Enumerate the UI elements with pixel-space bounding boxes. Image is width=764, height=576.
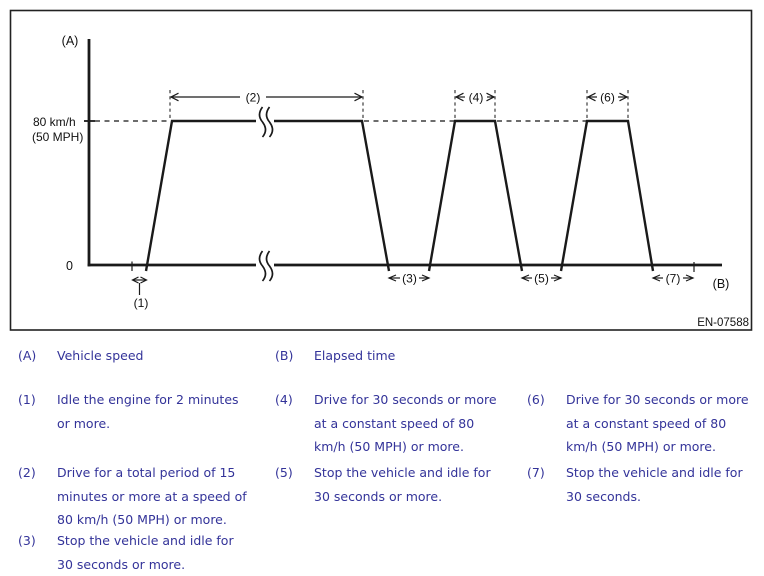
note-6-line-2: at a constant speed of 80	[566, 415, 727, 431]
dimension-5-label: (5)	[534, 271, 549, 286]
note-item-5	[275, 461, 491, 508]
note-2-number: (2)	[18, 465, 36, 480]
note-item-3	[18, 529, 234, 576]
note-4-number: (4)	[275, 392, 293, 407]
note-2-line-2: minutes or more at a speed of	[57, 488, 247, 504]
note-3-number: (3)	[18, 533, 36, 548]
note-item-4	[275, 388, 497, 459]
legend-a-number: (A)	[18, 348, 37, 363]
dimension-4-label: (4)	[468, 90, 484, 105]
note-4-line-1: Drive for 30 seconds or more	[314, 392, 497, 407]
note-3-line-1: Stop the vehicle and idle for	[57, 533, 234, 548]
note-item-1	[18, 388, 239, 435]
dimension-6-label: (6)	[600, 90, 615, 105]
speed-label-line2: (50 MPH)	[32, 130, 84, 144]
speed-label-line1: 80 km/h	[33, 115, 76, 129]
note-4-line-2: at a constant speed of 80	[314, 415, 475, 431]
x-axis-label: (B)	[712, 277, 730, 291]
note-7-line-2: 30 seconds.	[566, 488, 641, 504]
note-item-6	[527, 388, 749, 459]
note-1-line-1: Idle the engine for 2 minutes	[57, 392, 239, 407]
legend-item-a	[18, 344, 143, 368]
note-1-line-2: or more.	[57, 415, 111, 431]
dimension-7-label: (7)	[665, 271, 681, 286]
note-5-number: (5)	[275, 465, 293, 480]
legend-b-text: Elapsed time	[314, 348, 396, 363]
note-4-line-3: km/h (50 MPH) or more.	[314, 439, 464, 455]
figure-code: EN-07588	[697, 317, 749, 329]
note-7-line-1: Stop the vehicle and idle for	[566, 465, 743, 480]
note-2-line-3: 80 km/h (50 MPH) or more.	[57, 512, 227, 528]
dimension-1-label: (1)	[133, 296, 149, 310]
origin-label: 0	[66, 259, 73, 273]
note-5-line-1: Stop the vehicle and idle for	[314, 465, 491, 480]
note-1-number: (1)	[18, 392, 36, 407]
note-7-number: (7)	[527, 465, 545, 480]
note-6-number: (6)	[527, 392, 545, 407]
note-6-line-1: Drive for 30 seconds or more	[566, 392, 749, 407]
note-item-7	[527, 461, 743, 508]
note-6-line-3: km/h (50 MPH) or more.	[566, 439, 716, 455]
note-2-line-1: Drive for a total period of 15	[57, 465, 236, 480]
y-axis-label: (A)	[61, 34, 79, 48]
legend-item-b	[275, 344, 395, 368]
legend-a-text: Vehicle speed	[57, 348, 144, 363]
note-item-2	[18, 461, 247, 532]
note-3-line-2: 30 seconds or more.	[57, 556, 186, 572]
dimension-3-label: (3)	[402, 271, 417, 286]
legend-b-number: (B)	[275, 348, 294, 363]
dimension-2-label: (2)	[245, 90, 261, 105]
note-5-line-2: 30 seconds or more.	[314, 488, 443, 504]
